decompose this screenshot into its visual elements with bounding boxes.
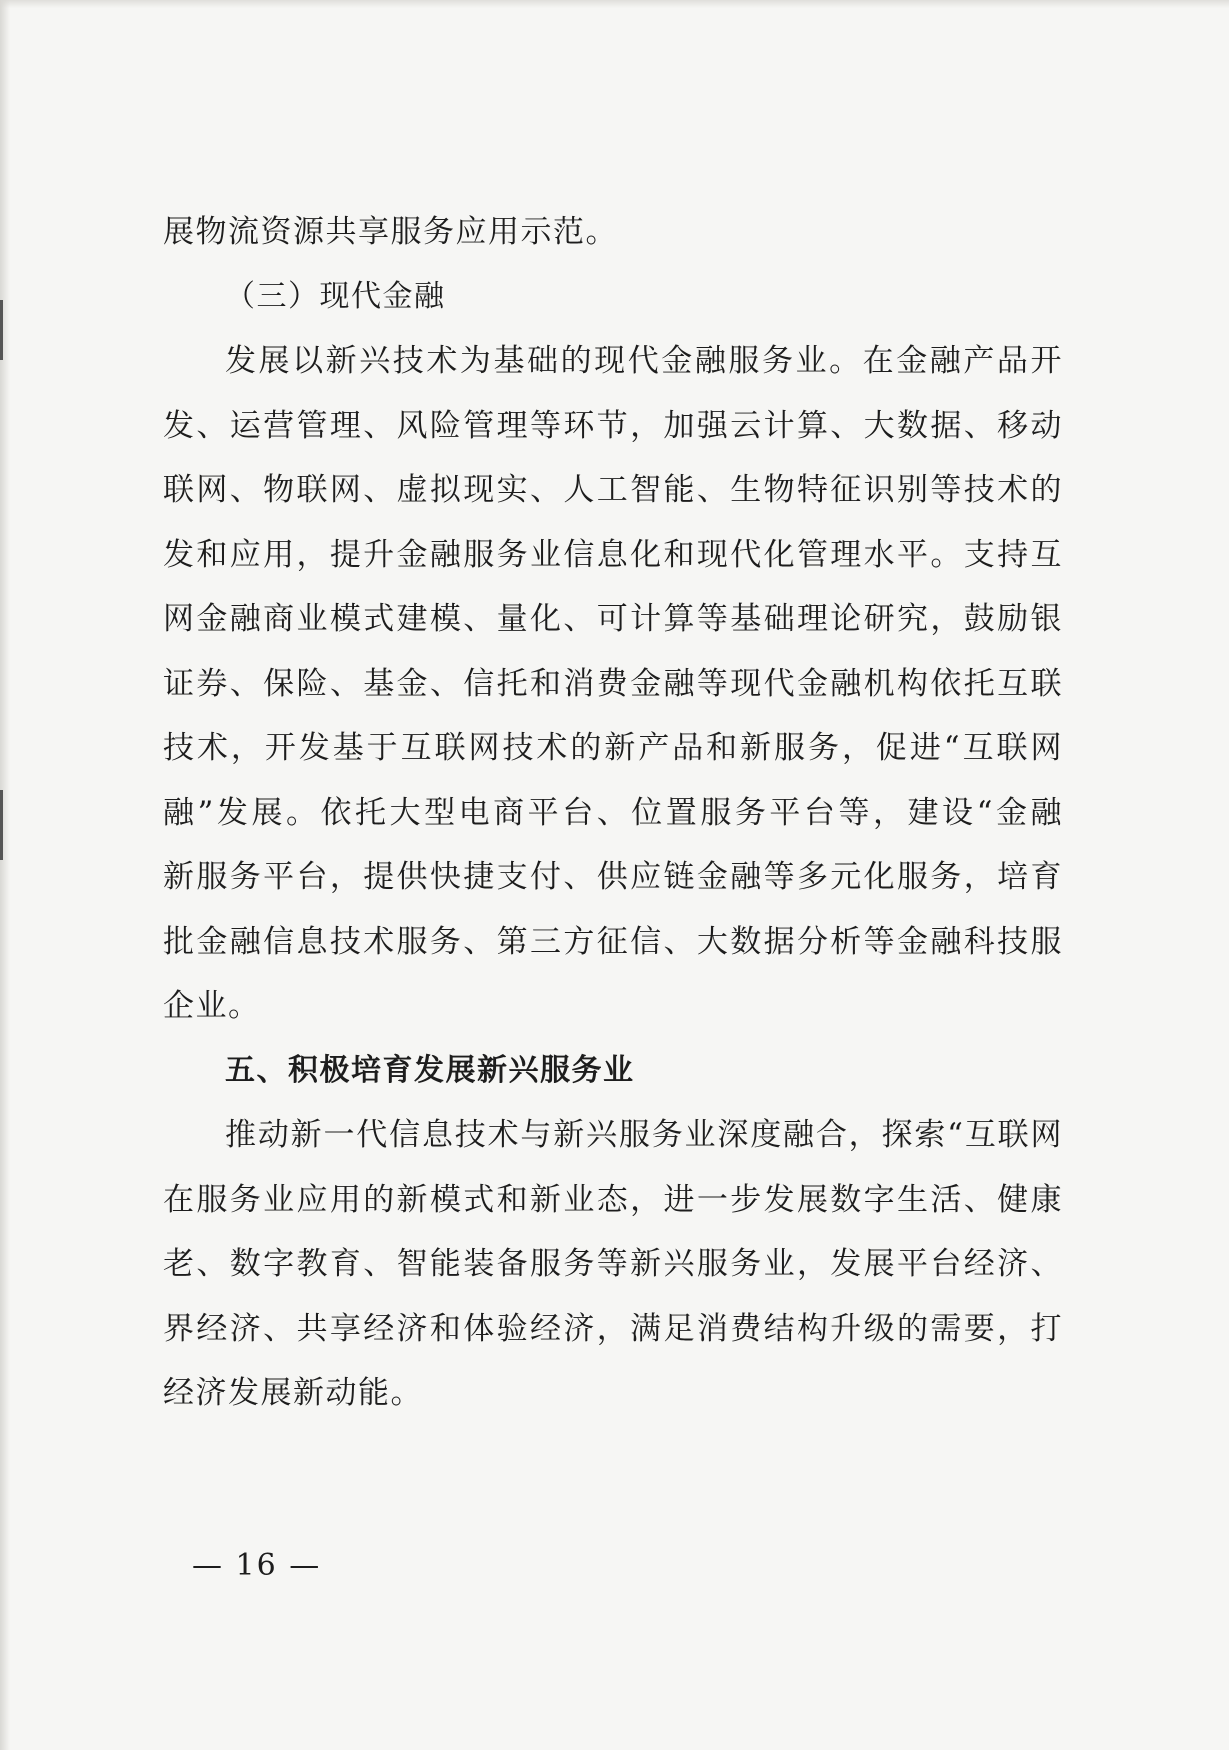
paragraph-line: 企业。 bbox=[163, 988, 261, 1024]
paragraph-line: 在服务业应用的新模式和新业态，进一步发展数字生活、健康 bbox=[163, 1181, 1063, 1218]
paragraph-line: 网金融商业模式建模、量化、可计算等基础理论研究，鼓励银 bbox=[163, 601, 1063, 637]
paragraph-line: 老、数字教育、智能装备服务等新兴服务业，发展平台经济、 bbox=[163, 1246, 1063, 1282]
document-body bbox=[163, 200, 1063, 1426]
paragraph-line: 证券、保险、基金、信托和消费金融等现代金融机构依托互联 bbox=[163, 665, 1063, 702]
paragraph-line: 技术，开发基于互联网技术的新产品和新服务，促进“互联网 bbox=[163, 730, 1063, 766]
subsection-heading: （三）现代金融 bbox=[225, 278, 446, 314]
scan-edge-left bbox=[0, 0, 10, 1750]
paragraph-line: 联网、物联网、虚拟现实、人工智能、生物特征识别等技术的 bbox=[163, 472, 1063, 508]
scan-edge-top bbox=[0, 0, 1229, 8]
section-heading: 五、积极培育发展新兴服务业 bbox=[225, 1052, 635, 1088]
paragraph-line: 批金融信息技术服务、第三方征信、大数据分析等金融科技服 bbox=[163, 923, 1063, 960]
paragraph-line: 推动新一代信息技术与新兴服务业深度融合，探索“互联网 bbox=[225, 1117, 1063, 1153]
scan-mark bbox=[0, 300, 3, 360]
page-number: — 16 — bbox=[192, 1548, 322, 1583]
paragraph-line: 发、运营管理、风险管理等环节，加强云计算、大数据、移动 bbox=[163, 407, 1063, 444]
paragraph-line: 融”发展。依托大型电商平台、位置服务平台等，建设“金融 bbox=[163, 794, 1063, 831]
paragraph-line: 经济发展新动能。 bbox=[163, 1375, 423, 1411]
paragraph-line: 展物流资源共享服务应用示范。 bbox=[163, 214, 618, 250]
scan-mark bbox=[0, 790, 3, 860]
paragraph-line: 界经济、共享经济和体验经济，满足消费结构升级的需要，打 bbox=[163, 1310, 1063, 1347]
paragraph-line: 发展以新兴技术为基础的现代金融服务业。在金融产品开 bbox=[225, 343, 1063, 379]
paragraph-line: 新服务平台，提供快捷支付、供应链金融等多元化服务，培育 bbox=[163, 859, 1063, 895]
paragraph-line: 发和应用，提升金融服务业信息化和现代化管理水平。支持互 bbox=[163, 536, 1063, 573]
